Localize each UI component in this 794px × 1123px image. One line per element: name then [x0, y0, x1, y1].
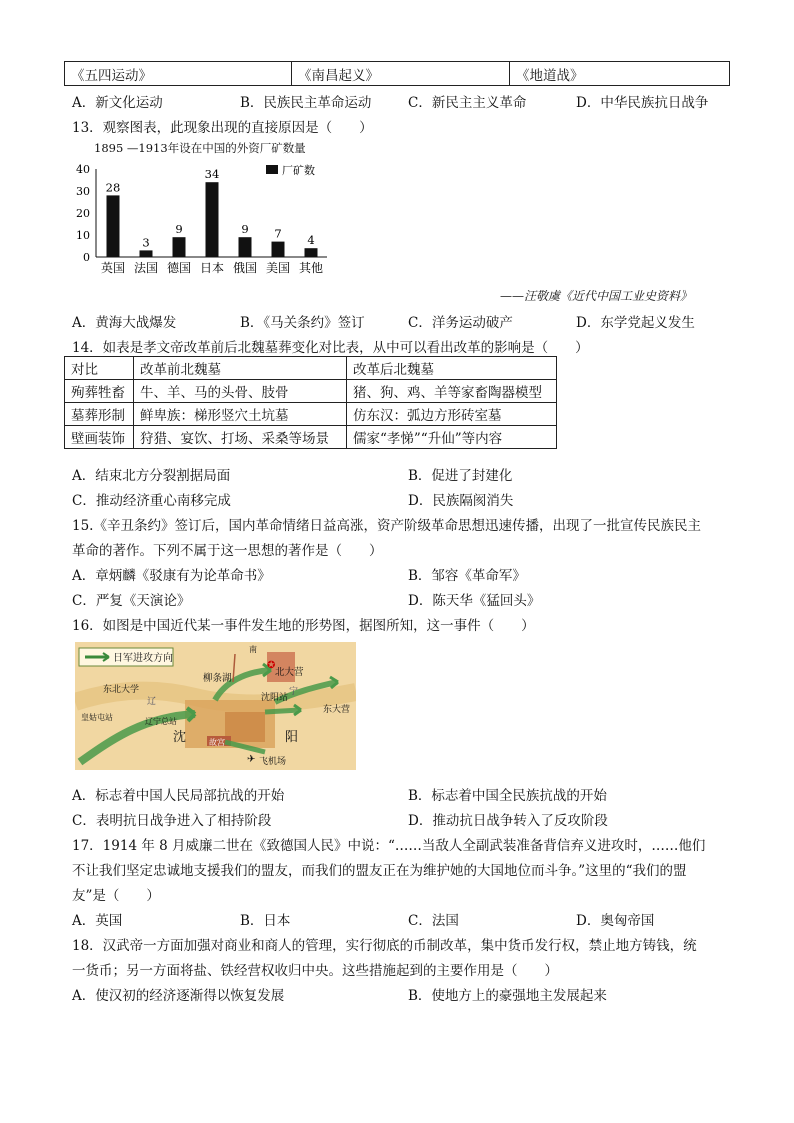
question-15-stem: 15.《辛丑条约》签订后，国内革命情绪日益高涨，资产阶级革命思想迅速传播，出现了一批宣传民族民主 [72, 518, 701, 534]
table-cell: 墓葬形制 [65, 403, 134, 426]
y-tick-label: 40 [76, 163, 90, 176]
table-cell: 狩猎、宴饮、打场、采桑等场景 [134, 426, 347, 449]
option-d[interactable]: D．奥匈帝国 [576, 913, 655, 929]
x-tick-label: 俄国 [232, 261, 258, 275]
option-b[interactable]: B．标志着中国全民族抗战的开始 [408, 788, 607, 804]
option-d[interactable]: D．民族隔阂消失 [408, 493, 514, 509]
map-label: 南 [249, 645, 257, 654]
question-17-stem: 不让我们坚定忠诚地支援我们的盟友，而我们的盟友正在为维护她的大国地位而斗争。”这里的“我们的盟 [72, 863, 687, 879]
option-d[interactable]: D．中华民族抗日战争 [576, 95, 709, 111]
option-d[interactable]: D．东学党起义发生 [576, 315, 695, 331]
option-a[interactable]: A．章炳麟《驳康有为论革命书》 [72, 568, 271, 584]
chart-title: 1895 —1913年设在中国的外资厂矿数量 [94, 141, 306, 155]
data-label: 7 [274, 226, 282, 241]
bar [173, 237, 186, 257]
map-label: 辽 [147, 697, 157, 707]
q14-table [64, 356, 557, 449]
x-tick-label: 英国 [100, 261, 126, 275]
map-label: 北大营 [275, 667, 304, 678]
x-tick-label: 德国 [166, 261, 192, 275]
table-header: 改革前北魏墓 [134, 357, 347, 380]
option-b[interactable]: B．促进了封建化 [408, 468, 513, 484]
option-b[interactable]: B．邹容《革命军》 [408, 568, 526, 584]
table-header: 改革后北魏墓 [347, 357, 557, 380]
legend-label: 厂矿数 [282, 164, 315, 177]
option-d[interactable]: D．推动抗日战争转入了反攻阶段 [408, 813, 608, 829]
source-citation: ——汪敬虞《近代中国工业史资料》 [500, 289, 693, 303]
option-c[interactable]: C．新民主主义革命 [408, 95, 527, 111]
question-14-stem: 14．如表是孝文帝改革前后北魏墓葬变化对比表，从中可以看出改革的影响是（ ） [72, 340, 589, 356]
table-cell: 儒家“孝悌”“升仙”等内容 [347, 426, 557, 449]
question-17-stem: 17．1914 年 8 月威廉二世在《致德国人民》中说：“……当敌人全副武装准备背信弃义进攻时，……他们 [72, 838, 706, 854]
bar [272, 242, 285, 257]
option-c[interactable]: C．洋务运动破产 [408, 315, 513, 331]
table-cell: 《南昌起义》 [292, 62, 510, 86]
map-label: 故宫 [209, 738, 225, 747]
table-cell: 壁画装饰 [65, 426, 134, 449]
bar-chart [70, 138, 340, 280]
option-a[interactable]: A．英国 [72, 913, 123, 929]
bar [239, 237, 252, 257]
bar [305, 248, 318, 257]
data-label: 9 [241, 222, 249, 237]
option-b[interactable]: B．民族民主革命运动 [240, 95, 372, 111]
option-a[interactable]: A．使汉初的经济逐渐得以恢复发展 [72, 988, 285, 1004]
table-cell: 猪、狗、鸡、羊等家畜陶器模型 [347, 380, 557, 403]
bar [107, 195, 120, 257]
map-label: 辽宁总站 [145, 717, 177, 726]
q12-table [64, 61, 730, 86]
option-a[interactable]: A．新文化运动 [72, 95, 163, 111]
question-16-stem: 16．如图是中国近代某一事件发生地的形势图，据图所知，这一事件（ ） [72, 618, 535, 634]
table-cell: 牛、羊、马的头骨、肢骨 [134, 380, 347, 403]
x-tick-label: 其他 [298, 261, 324, 275]
x-tick-label: 法国 [133, 261, 159, 275]
question-13-stem: 13．观察图表，此现象出现的直接原因是（ ） [72, 120, 373, 136]
option-d[interactable]: D．陈天华《猛回头》 [408, 593, 541, 609]
data-label: 9 [175, 222, 183, 237]
y-tick-label: 10 [76, 229, 90, 242]
y-tick-label: 0 [83, 251, 90, 264]
option-c[interactable]: C．法国 [408, 913, 459, 929]
option-b[interactable]: B．日本 [240, 913, 291, 929]
star-icon: ✪ [267, 660, 276, 671]
option-a[interactable]: A．黄海大战爆发 [72, 315, 177, 331]
bar [140, 250, 153, 257]
y-tick-label: 30 [76, 185, 90, 198]
map-label: 东北大学 [103, 685, 140, 695]
map-legend: 日军进攻方向 [113, 653, 173, 664]
legend-swatch [266, 165, 278, 174]
map-label: 沈 [173, 730, 187, 745]
data-label: 3 [142, 235, 150, 250]
option-b[interactable]: B．使地方上的豪强地主发展起来 [408, 988, 607, 1004]
x-tick-label: 日本 [199, 261, 225, 275]
x-tick-label: 美国 [265, 261, 291, 275]
table-cell: 《地道战》 [510, 62, 730, 86]
map-label: 皇姑屯站 [81, 713, 113, 722]
question-18-stem: 一货币；另一方面将盐、铁经营权收归中央。这些措施起到的主要作用是（ ） [72, 963, 558, 979]
map-label: 东大营 [323, 705, 351, 715]
question-17-stem: 友”是（ ） [72, 888, 160, 904]
bar [206, 182, 219, 257]
airplane-icon: ✈ [247, 754, 256, 765]
situation-map [75, 642, 356, 770]
table-cell: 《五四运动》 [65, 62, 292, 86]
map-label: 沈阳站 [261, 693, 289, 703]
data-label: 34 [204, 167, 220, 182]
option-c[interactable]: C．表明抗日战争进入了相持阶段 [72, 813, 272, 829]
table-cell: 殉葬牲畜 [65, 380, 134, 403]
option-c[interactable]: C．推动经济重心南移完成 [72, 493, 231, 509]
table-cell: 鲜卑族：梯形竖穴土坑墓 [134, 403, 347, 426]
option-b[interactable]: B．《马关条约》签订 [240, 315, 365, 331]
map-label: 宁 [289, 687, 299, 697]
map-label: 飞机场 [259, 757, 287, 767]
question-15-stem: 革命的著作。下列不属于这一思想的著作是（ ） [72, 543, 383, 559]
data-label: 4 [307, 233, 315, 248]
option-c[interactable]: C．严复《天演论》 [72, 593, 191, 609]
option-a[interactable]: A．结束北方分裂割据局面 [72, 468, 231, 484]
y-tick-label: 20 [76, 207, 90, 220]
data-label: 28 [105, 180, 121, 195]
question-18-stem: 18．汉武帝一方面加强对商业和商人的管理，实行彻底的币制改革，集中货币发行权，禁止地方铸钱，统 [72, 938, 697, 954]
option-a[interactable]: A．标志着中国人民局部抗战的开始 [72, 788, 285, 804]
table-cell: 仿东汉：弧边方形砖室墓 [347, 403, 557, 426]
map-label: 阳 [285, 730, 299, 745]
table-header: 对比 [65, 357, 134, 380]
map-label: 柳条湖 [203, 673, 232, 684]
